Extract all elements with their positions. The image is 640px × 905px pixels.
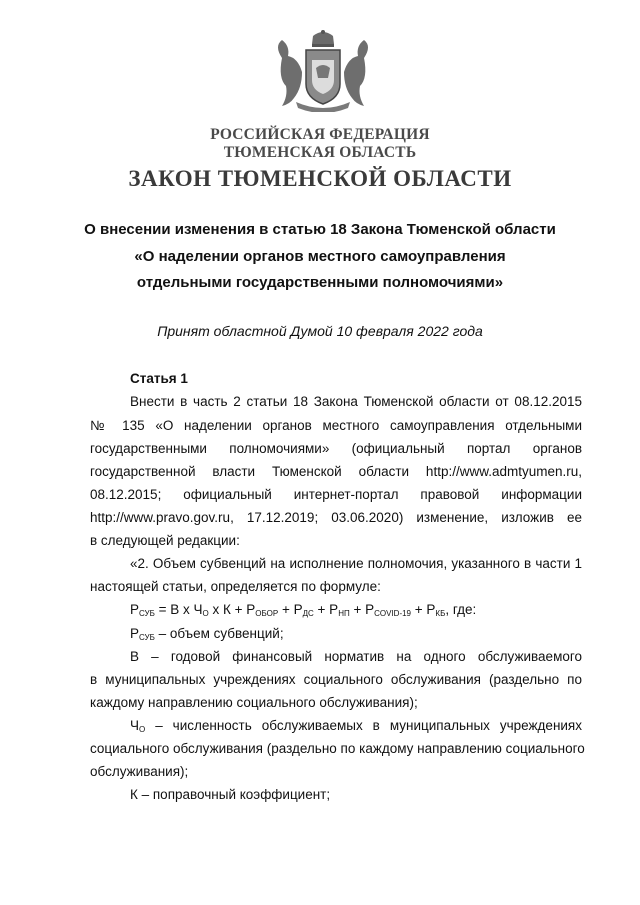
- definition-ch-line: социального обслуживания (раздельно по каждому направлению социального: [90, 741, 585, 756]
- definition-ch-line: обслуживания);: [90, 764, 189, 779]
- body-line: государственными полномочиями» (официальный портал органов: [90, 441, 582, 456]
- definition-b-line: каждому направлению социального обслуживания);: [90, 695, 418, 710]
- body-line: в следующей редакции:: [90, 533, 240, 548]
- body-line: «2. Объем субвенций на исполнение полномочия, указанного в части 1: [130, 556, 582, 571]
- definition-ch-line: $Ч_О$ – численность обслуживаемых в муниципальных учреждениях: [130, 718, 582, 734]
- definition-b-line: В – годовой финансовый норматив на одного обслуживаемого: [130, 649, 582, 664]
- coat-of-arms-emblem: [268, 28, 378, 112]
- article-heading: Статья 1: [130, 371, 188, 386]
- law-title-line: «О наделении органов местного самоуправления: [134, 248, 506, 265]
- definition-b-line: в муниципальных учреждениях социального обслуживания (раздельно по: [90, 672, 582, 687]
- region-heading: ТЮМЕНСКАЯ ОБЛАСТЬ: [223, 144, 417, 161]
- law-title-line: отдельными государственными полномочиями»: [136, 274, 504, 291]
- country-heading: РОССИЙСКАЯ ФЕДЕРАЦИЯ: [210, 126, 430, 143]
- definition-k-line: К – поправочный коэффициент;: [130, 787, 331, 802]
- body-line: http://www.pravo.gov.ru, 17.12.2019; 03.06.2020) изменение, изложив ее: [90, 510, 582, 525]
- adoption-date-line: Принят областной Думой 10 февраля 2022 года: [157, 323, 483, 339]
- body-line: государственной власти Тюменской области http://www.admtyumen.ru,: [90, 464, 582, 479]
- law-type-heading: ЗАКОН ТЮМЕНСКОЙ ОБЛАСТИ: [128, 166, 512, 191]
- definition-psub: $Р_{СУБ}$ – объем субвенций;: [130, 626, 284, 642]
- body-line: № 135 «О наделении органов местного самоуправления отдельными: [90, 418, 582, 433]
- body-line: Внести в часть 2 статьи 18 Закона Тюменской области от 08.12.2015: [130, 394, 582, 409]
- subvention-formula: $Р_{СУБ} = В$ х $Ч_О$ х $К + Р_{ОБОР} + Р_{ДС} + Р_{НП} + Р_{COVID-19} + Р_{КБ}$, где:: [130, 602, 477, 618]
- body-line: настоящей статьи, определяется по формуле:: [90, 579, 381, 594]
- body-line: 08.12.2015; официальный интернет-портал правовой информации: [90, 487, 582, 502]
- law-title-line: О внесении изменения в статью 18 Закона Тюменской области: [84, 221, 556, 238]
